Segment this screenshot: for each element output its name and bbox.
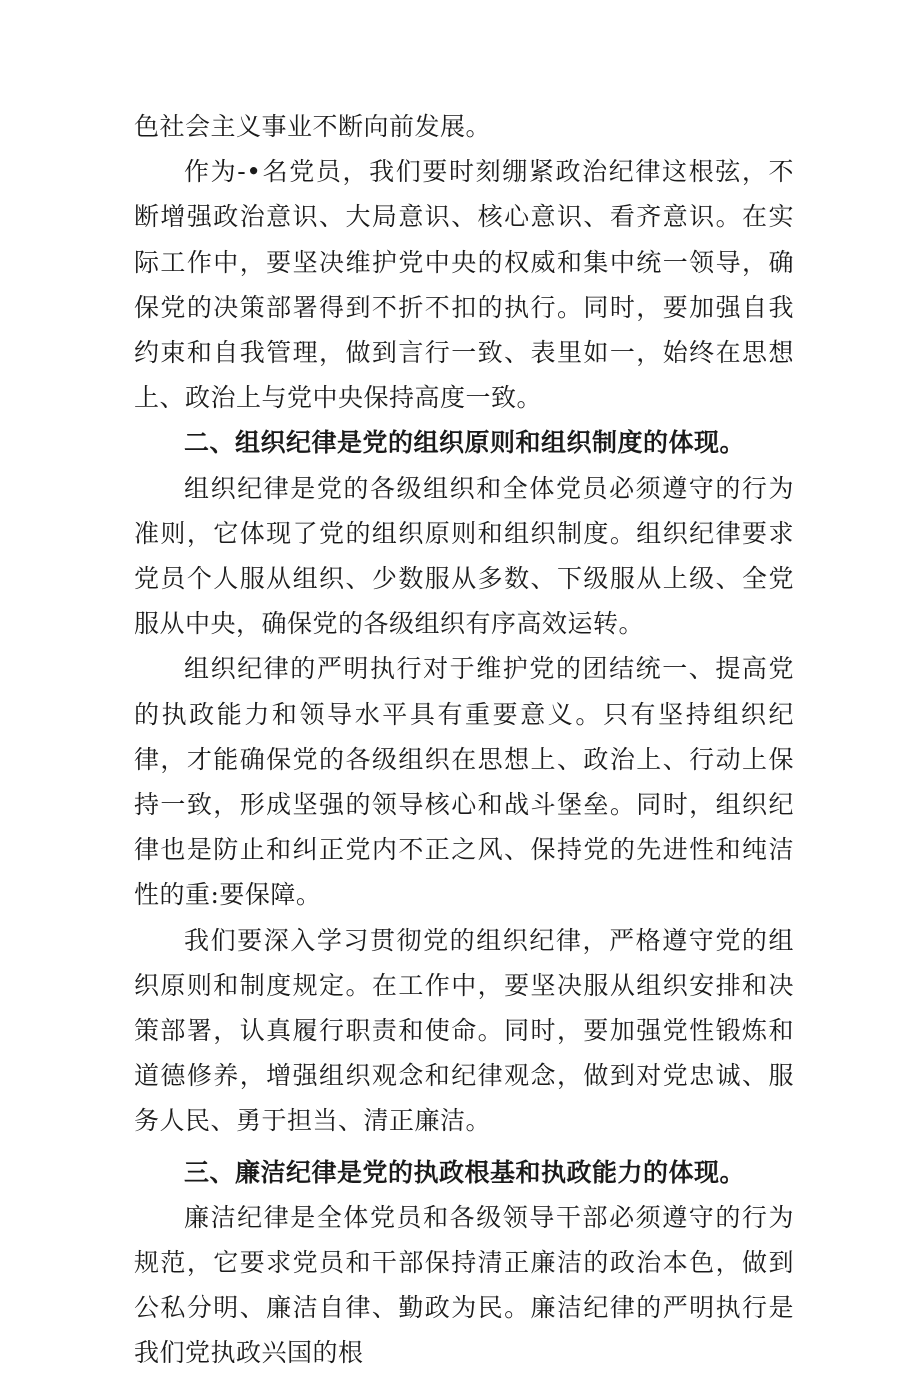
section-heading-organizational-discipline: 二、组织纪律是党的组织原则和组织制度的体现。 bbox=[184, 428, 746, 458]
paragraph-political-awareness: 作为-•名党员，我们要时刻绷紧政治纪律这根弦，不断增强政治意识、大局意识、核心意识、看齐意识。在实际工作中，要坚决维护党中央的权威和集中统一领导，确保党的决策部署得到不折不扣的执行。同时，要加强自我约束和自我管理，做到言行一致、表里如一，始终在思想上、政治上与党中央保持高度一致。 bbox=[134, 157, 794, 413]
document-body bbox=[134, 104, 794, 1376]
paragraph-organizational-significance: 组织纪律的严明执行对于维护党的团结统一、提高党的执政能力和领导水平具有重要意义。只有坚持组织纪律，才能确保党的各级组织在思想上、政治上、行动上保持一致，形成坚强的领导核心和战斗堡垒。同时，组织纪律也是防止和纠正党内不正之风、保持党的先进性和纯洁性的重:要保障。 bbox=[134, 654, 794, 910]
paragraph-organizational-definition: 组织纪律是党的各级组织和全体党员必须遵守的行为准则，它体现了党的组织原则和组织制度。组织纪律要求党员个人服从组织、少数服从多数、下级服从上级、全党服从中央，确保党的各级组织有序高效运转。 bbox=[134, 473, 794, 639]
paragraph-organizational-practice: 我们要深入学习贯彻党的组织纪律，严格遵守党的组织原则和制度规定。在工作中，要坚决服从组织安排和决策部署，认真履行职责和使命。同时，要加强党性锻炼和道德修养，增强组织观念和纪律观念，做到对党忠诚、服务人民、勇于担当、清正廉洁。 bbox=[134, 925, 794, 1136]
paragraph-continuation: 色社会主义事业不断向前发展。 bbox=[134, 112, 492, 141]
section-heading-integrity-discipline: 三、廉洁纪律是党的执政根基和执政能力的体现。 bbox=[184, 1157, 746, 1187]
paragraph-integrity-definition: 廉洁纪律是全体党员和各级领导干部必须遵守的行为规范，它要求党员和干部保持清正廉洁的政治本色，做到公私分明、廉洁自律、勤政为民。廉洁纪律的严明执行是我们党执政兴国的根 bbox=[134, 1202, 794, 1368]
